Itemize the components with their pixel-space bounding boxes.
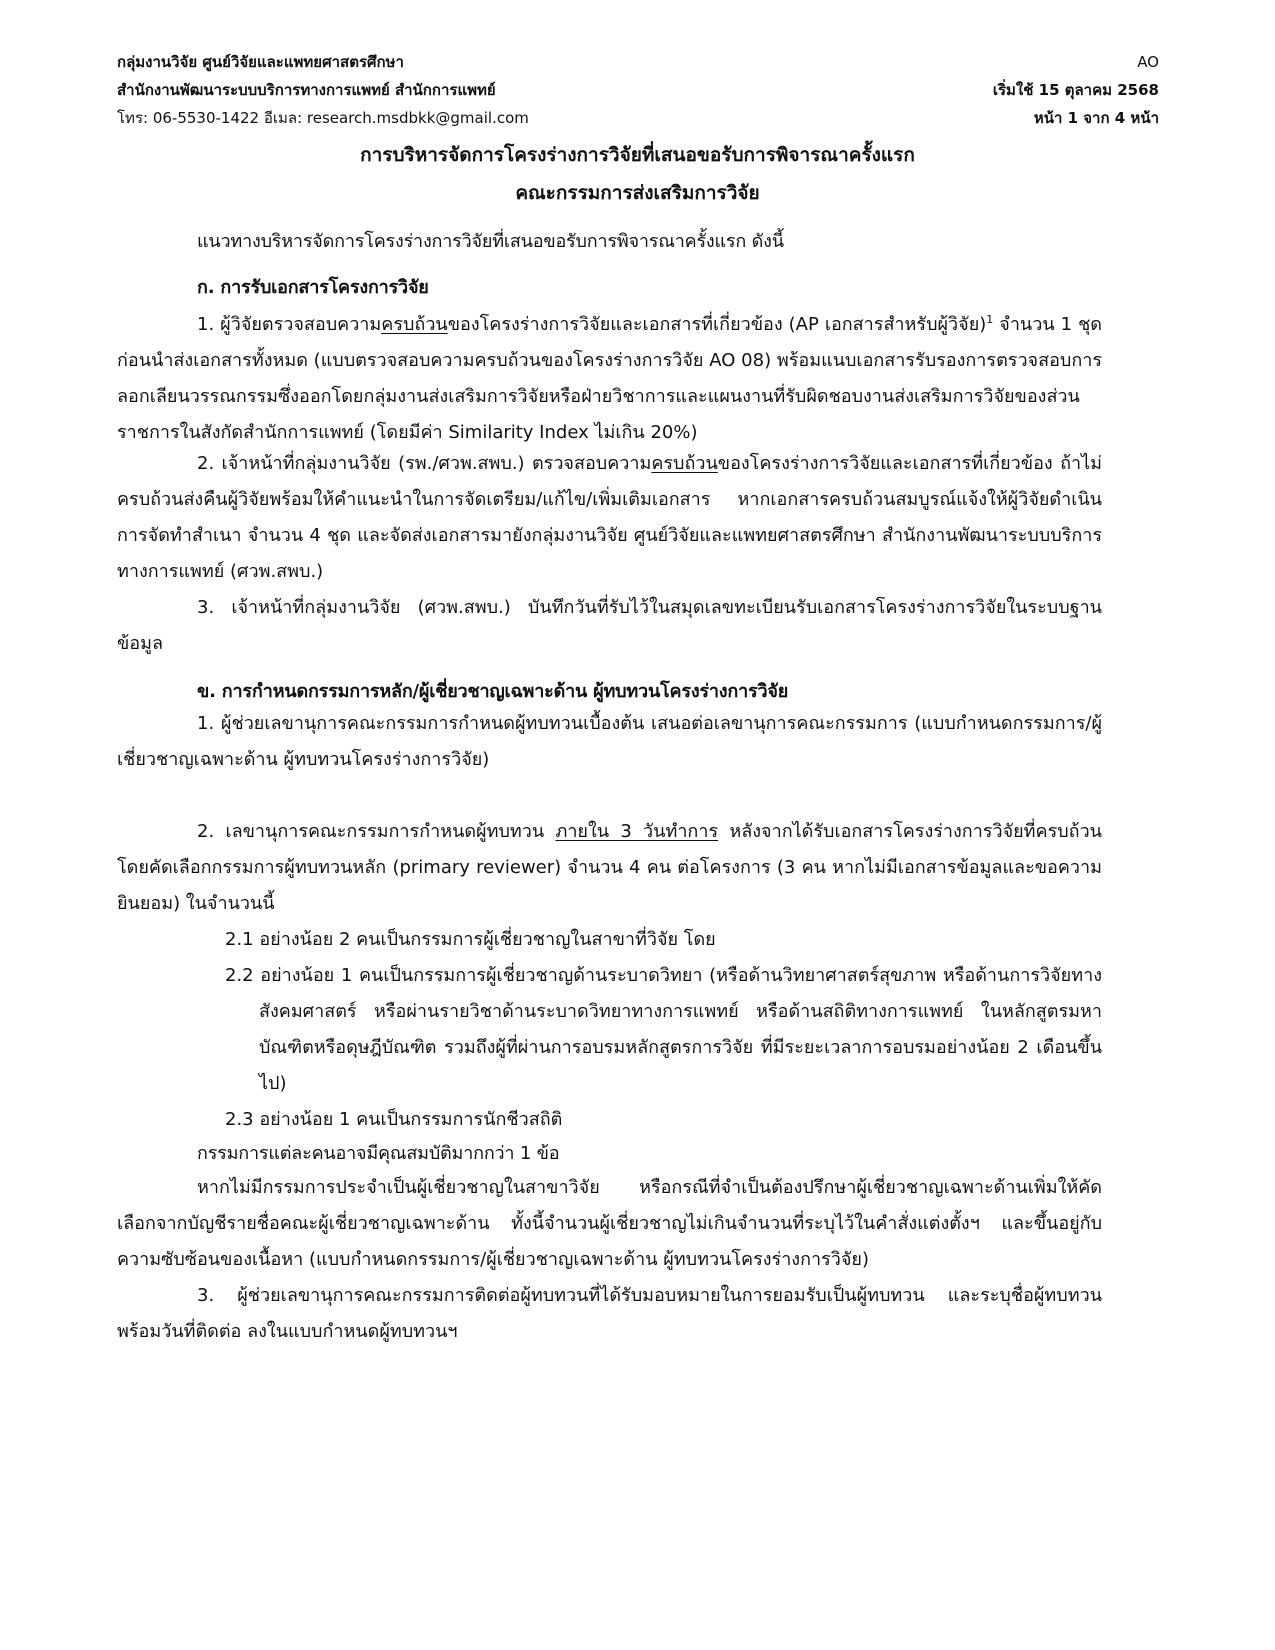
contact-line: โทร: 06-5530-1422 อีเมล: research.msdbkk@gmail.com <box>117 109 529 127</box>
page-info: หน้า 1 จาก 4 หน้า <box>1033 109 1159 127</box>
section-a-item-2: 2. เจ้าหน้าที่กลุ่มงานวิจัย (รพ./ศวพ.สพบ.) ตรวจสอบความครบถ้วนของโครงร่างการวิจัยและเอกสารที่เกี่ยวข้อง ถ้าไม่ครบถ้วนส่งคืนผู้วิจัยพร้อมให้คำแนะนำในการจัดเตรียม/แก้ไข/เพิ่มเติมเอกสาร หากเอกสารครบถ้วนสมบูรณ์แจ้งให้ผู้วิจัยดำเนินการจัดทำสำเนา จำนวน 4 ชุด และจัดส่งเอกสารมายังกลุ่มงานวิจัย ศูนย์วิจัยและแพทยศาสตรศึกษา สำนักงานพัฒนาระบบบริการทางการแพทย์ (ศวพ.สพบ.) <box>117 453 1102 582</box>
section-b-item-1: 1. ผู้ช่วยเลขานุการคณะกรรมการกำหนดผู้ทบทวนเบื้องต้น เสนอต่อเลขานุการคณะกรรมการ (แบบกำหนดกรรมการ/ผู้เชี่ยวชาญเฉพาะด้าน ผู้ทบทวนโครงร่างการวิจัย) <box>117 713 1102 770</box>
doc-subtitle: คณะกรรมการส่งเสริมการวิจัย <box>515 182 760 204</box>
section-b-heading: ข. การกำหนดกรรมการหลัก/ผู้เชี่ยวชาญเฉพาะด้าน ผู้ทบทวนโครงร่างการวิจัย <box>197 681 789 702</box>
org-line-1: กลุ่มงานวิจัย ศูนย์วิจัยและแพทยศาสตรศึกษา <box>117 53 404 71</box>
section-a-item-1: 1. ผู้วิจัยตรวจสอบความครบถ้วนของโครงร่างการวิจัยและเอกสารที่เกี่ยวข้อง (AP เอกสารสำหรับผู้วิจัย)$^1$ จำนวน 1 ชุด ก่อนนำส่งเอกสารทั้งหมด (แบบตรวจสอบความครบถ้วนของโครงร่างการวิจัย AO 08) พร้อมแนบเอกสารรับรองการตรวจสอบการลอกเลียนวรรณกรรมซึ่งออกโดยกลุ่มงานส่งเสริมการวิจัยหรือฝ่ายวิชาการและแผนงานที่รับผิดชอบงานส่งเสริมการวิจัยของส่วนราชการในสังกัดสำนักการแพทย์ (โดยมีค่า Similarity Index ไม่เกิน 20%) <box>117 313 1102 443</box>
section-a-item-3: 3. เจ้าหน้าที่กลุ่มงานวิจัย (ศวพ.สพบ.) บันทึกวันที่รับไว้ในสมุดเลขทะเบียนรับเอกสารโครงร่างการวิจัยในระบบฐานข้อมูล <box>117 597 1102 654</box>
sub-item-2-3: 2.3 อย่างน้อย 1 คนเป็นกรรมการนักชีวสถิติ <box>225 1109 563 1130</box>
effective-date: เริ่มใช้ 15 ตุลาคม 2568 <box>992 81 1159 99</box>
sub-item-2-2: 2.2 อย่างน้อย 1 คนเป็นกรรมการผู้เชี่ยวชาญด้านระบาดวิทยา (หรือด้านวิทยาศาสตร์สุขภาพ หรือด้านการวิจัยทางสังคมศาสตร์ หรือผ่านรายวิชาด้านระบาดวิทยาทางการแพทย์ หรือด้านสถิติทางการแพทย์ ในหลักสูตรมหาบัณฑิตหรือดุษฎีบัณฑิต รวมถึงผู้ที่ผ่านการอบรมหลักสูตรการวิจัย ที่มีระยะเวลาการอบรมอย่างน้อย 2 เดือนขึ้นไป) <box>225 965 1102 1094</box>
emphasis-deadline: ภายใน 3 วันทำการ <box>555 821 719 842</box>
doc-code: AO <box>1137 53 1159 71</box>
sub-item-2-1: 2.1 อย่างน้อย 2 คนเป็นกรรมการผู้เชี่ยวชาญในสาขาที่วิจัย โดย <box>225 929 716 950</box>
section-b-item-3: 3. ผู้ช่วยเลขานุการคณะกรรมการติดต่อผู้ทบทวนที่ได้รับมอบหมายในการยอมรับเป็นผู้ทบทวน และระบุชื่อผู้ทบทวนพร้อมวันที่ติดต่อ ลงในแบบกำหนดผู้ทบทวนฯ <box>117 1285 1102 1342</box>
doc-title: การบริหารจัดการโครงร่างการวิจัยที่เสนอขอรับการพิจารณาครั้งแรก <box>360 144 915 166</box>
emphasis-complete: ครบถ้วน <box>651 453 718 474</box>
note-qualifications: กรรมการแต่ละคนอาจมีคุณสมบัติมากกว่า 1 ข้อ <box>197 1143 560 1164</box>
section-a-heading: ก. การรับเอกสารโครงการวิจัย <box>197 277 429 298</box>
org-line-2: สำนักงานพัฒนาระบบบริการทางการแพทย์ สำนักการแพทย์ <box>117 81 496 99</box>
section-b-item-2: 2. เลขานุการคณะกรรมการกำหนดผู้ทบทวน ภายใน 3 วันทำการ หลังจากได้รับเอกสารโครงร่างการวิจัยที่ครบถ้วน โดยคัดเลือกกรรมการผู้ทบทวนหลัก (primary reviewer) จำนวน 4 คน ต่อโครงการ (3 คน หากไม่มีเอกสารข้อมูลและขอความยินยอม) ในจำนวนนี้ <box>117 821 1102 914</box>
footnote-ref: 1 <box>986 313 994 326</box>
header-right <box>993 48 1159 132</box>
emphasis-complete: ครบถ้วน <box>381 314 448 335</box>
note-external-experts: หากไม่มีกรรมการประจำเป็นผู้เชี่ยวชาญในสาขาวิจัย หรือกรณีที่จำเป็นต้องปรึกษาผู้เชี่ยวชาญเฉพาะด้านเพิ่มให้คัดเลือกจากบัญชีรายชื่อคณะผู้เชี่ยวชาญเฉพาะด้าน ทั้งนี้จำนวนผู้เชี่ยวชาญไม่เกินจำนวนที่ระบุไว้ในคำสั่งแต่งตั้งฯ และขึ้นอยู่กับความซับซ้อนของเนื้อหา (แบบกำหนดกรรมการ/ผู้เชี่ยวชาญเฉพาะด้าน ผู้ทบทวนโครงร่างการวิจัย) <box>117 1177 1102 1270</box>
header-left <box>117 48 529 132</box>
intro-text: แนวทางบริหารจัดการโครงร่างการวิจัยที่เสนอขอรับการพิจารณาครั้งแรก ดังนี้ <box>197 231 784 252</box>
